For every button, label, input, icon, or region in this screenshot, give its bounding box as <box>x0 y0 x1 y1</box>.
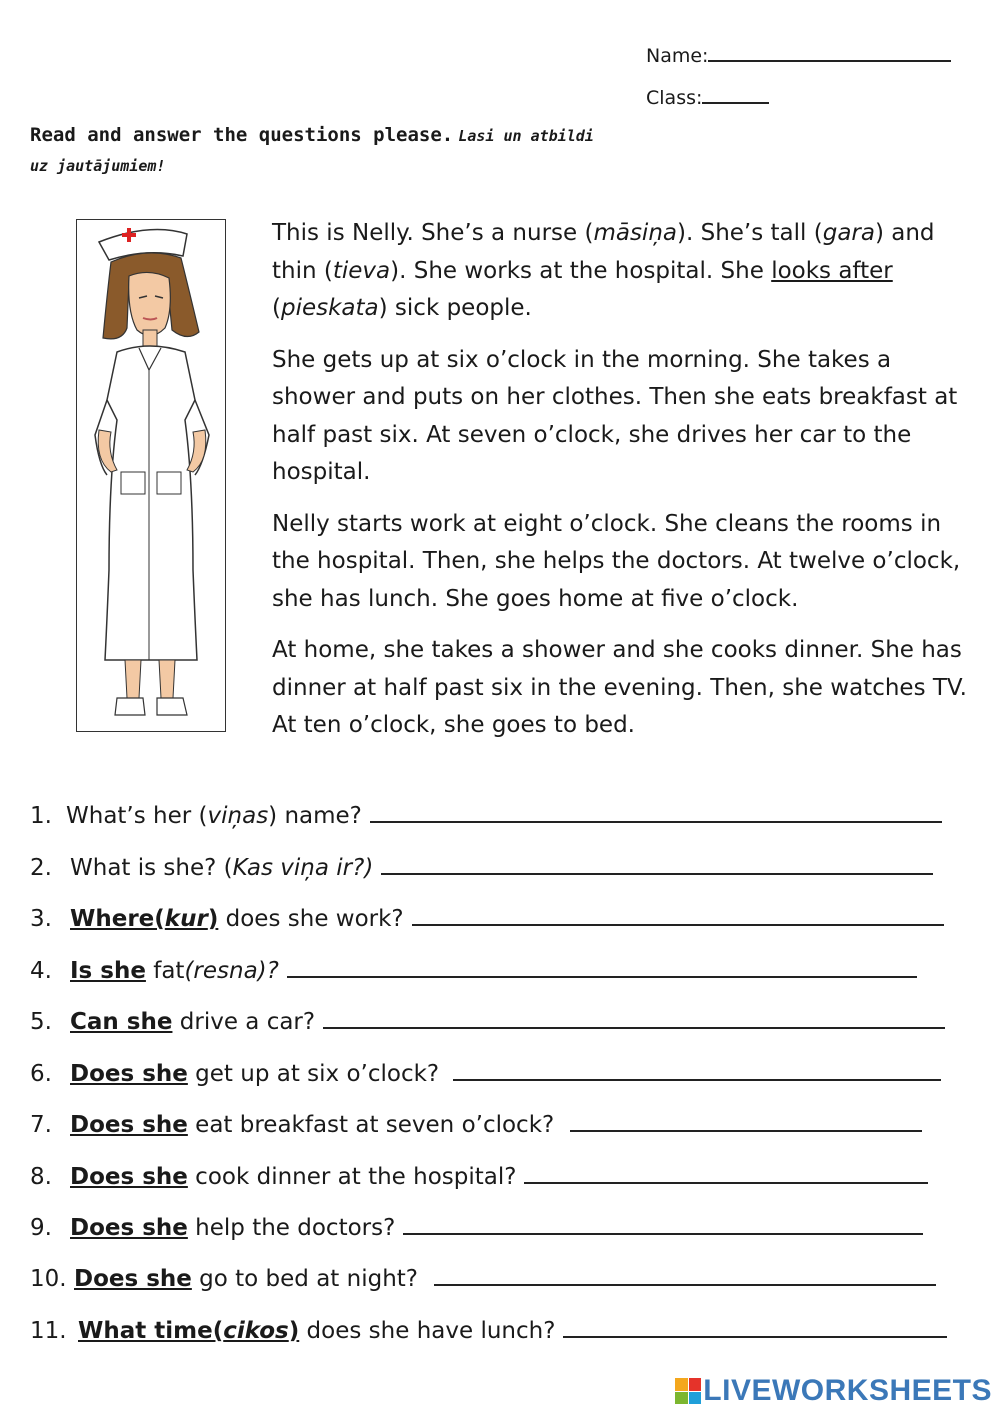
paragraph-2: She gets up at six o’clock in the morning. She takes a shower and puts on her clothes. Then she eats breakfast at half past six. At seven o’clock, she drives her car to the hospital. <box>272 346 958 485</box>
instructions-english: Read and answer the questions please. <box>30 124 454 146</box>
question-text: What is she? ( <box>70 855 233 881</box>
p1-text-1: This is Nelly. She’s a nurse ( <box>272 220 594 246</box>
question-10 <box>30 1264 936 1294</box>
name-label: Name: <box>646 45 709 67</box>
question-keyword: Does she <box>70 1164 188 1190</box>
paragraph-4: At home, she takes a shower and she cooks dinner. She has dinner at half past six in the evening. Then, she watches TV. At ten o’clock, she goes to bed. <box>272 637 967 738</box>
answer-blank-9[interactable] <box>403 1215 923 1235</box>
p1-word-1: māsiņa <box>593 220 677 246</box>
question-keyword: Does she <box>70 1112 188 1138</box>
question-keyword: What time( <box>78 1318 224 1344</box>
class-label: Class: <box>646 87 703 109</box>
answer-blank-1[interactable] <box>370 803 942 823</box>
nurse-figure-icon <box>77 220 224 730</box>
p1-underlined: looks after <box>771 257 893 284</box>
answer-blank-2[interactable] <box>381 855 933 875</box>
question-italic: Kas viņa ir?) <box>232 855 374 881</box>
reading-passage <box>272 215 972 759</box>
nurse-illustration <box>76 219 226 732</box>
liveworksheets-brand <box>675 1375 992 1407</box>
question-keyword: Where( <box>70 906 165 932</box>
question-3 <box>30 904 944 934</box>
question-keyword-italic: cikos <box>223 1318 289 1344</box>
question-text: cook dinner at the hospital? <box>187 1164 517 1190</box>
answer-blank-7[interactable] <box>570 1112 922 1132</box>
question-number: 3. <box>30 906 52 932</box>
question-number: 9. <box>30 1215 52 1241</box>
question-keyword: Does she <box>74 1266 192 1292</box>
p1-text-3: ) and thin ( <box>272 220 935 284</box>
question-text: does she work? <box>218 906 404 932</box>
question-7 <box>30 1110 922 1140</box>
answer-blank-4[interactable] <box>287 958 917 978</box>
question-number: 4. <box>30 958 52 984</box>
question-1 <box>30 801 942 831</box>
paragraph-1 <box>272 215 972 328</box>
p1-text-2: ). She’s tall ( <box>677 220 823 246</box>
question-6 <box>30 1059 941 1089</box>
answer-blank-8[interactable] <box>524 1164 928 1184</box>
question-text: What’s her ( <box>66 803 208 829</box>
answer-blank-3[interactable] <box>412 906 944 926</box>
instructions <box>30 120 630 181</box>
question-text: help the doctors? <box>187 1215 396 1241</box>
question-keyword-italic: kur <box>164 906 208 932</box>
instructions-latvian-2: uz jautājumiem! <box>30 157 166 175</box>
question-keyword: ) <box>288 1318 300 1344</box>
question-2 <box>30 853 933 883</box>
name-field <box>646 42 951 67</box>
answer-blank-6[interactable] <box>453 1061 941 1081</box>
p1-text-5: ( <box>272 295 281 321</box>
question-number: 1. <box>30 803 52 829</box>
question-text: ) name? <box>268 803 362 829</box>
class-blank[interactable] <box>702 84 769 104</box>
question-number: 7. <box>30 1112 52 1138</box>
brand-name: LIVEWORKSHEETS <box>703 1374 992 1407</box>
p1-word-3: tieva <box>332 257 391 284</box>
paragraph-3: Nelly starts work at eight o’clock. She cleans the rooms in the hospital. Then, she helps the doctors. At twelve o’clock, she has lunch. She goes home at five o’clock. <box>272 510 961 612</box>
p1-text-4: ). She works at the hospital. She <box>390 257 772 284</box>
question-italic: viņas <box>207 803 269 829</box>
question-text: drive a car? <box>172 1009 316 1035</box>
question-text: get up at six o’clock? <box>187 1061 440 1087</box>
liveworksheets-logo-icon <box>675 1378 701 1404</box>
question-text: eat breakfast at seven o’clock? <box>187 1112 555 1138</box>
question-keyword: ) <box>207 906 219 932</box>
question-italic: (resna)? <box>184 958 279 984</box>
p1-text-6: ) sick people. <box>378 295 532 321</box>
question-keyword: Does she <box>70 1061 188 1087</box>
p1-word-4: pieskata <box>280 295 379 321</box>
question-number: 2. <box>30 855 52 881</box>
question-text: go to bed at night? <box>191 1266 419 1292</box>
question-4 <box>30 956 917 986</box>
question-8 <box>30 1162 928 1192</box>
question-number: 5. <box>30 1009 52 1035</box>
question-number: 6. <box>30 1061 52 1087</box>
question-number: 10. <box>30 1266 67 1292</box>
question-keyword: Is she <box>70 958 146 984</box>
question-number: 11. <box>30 1318 67 1344</box>
question-number: 8. <box>30 1164 52 1190</box>
class-field <box>646 84 769 109</box>
question-11 <box>30 1316 947 1346</box>
question-text: fat <box>145 958 185 984</box>
p1-word-2: gara <box>822 220 875 246</box>
answer-blank-11[interactable] <box>563 1318 947 1338</box>
name-blank[interactable] <box>708 42 951 62</box>
question-5 <box>30 1007 945 1037</box>
question-keyword: Does she <box>70 1215 188 1241</box>
question-text: does she have lunch? <box>299 1318 556 1344</box>
question-9 <box>30 1213 923 1243</box>
answer-blank-5[interactable] <box>323 1009 945 1029</box>
instructions-latvian-1: Lasi un atbildi <box>458 127 594 145</box>
answer-blank-10[interactable] <box>434 1266 936 1286</box>
question-keyword: Can she <box>70 1009 173 1035</box>
